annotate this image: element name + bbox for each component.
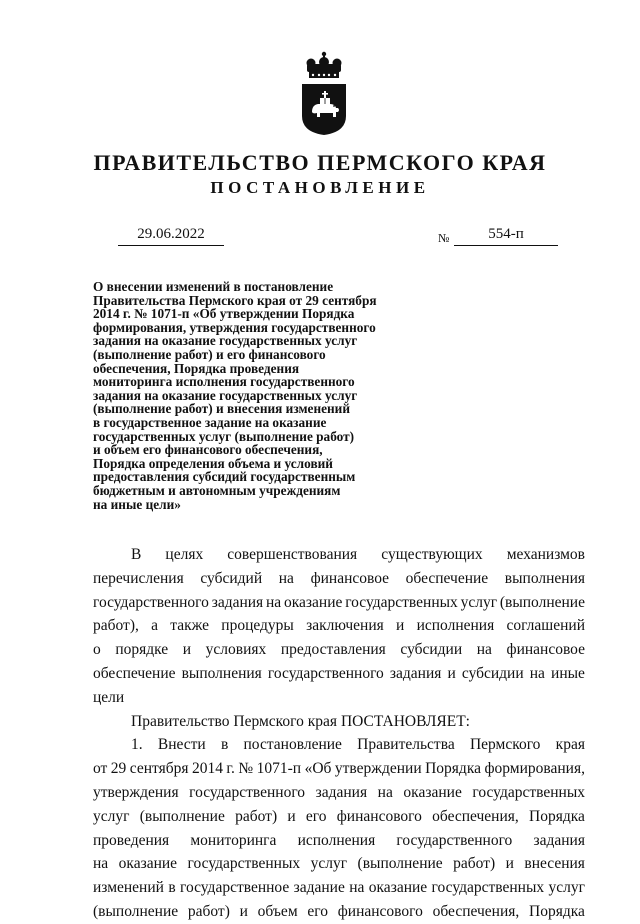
government-name: ПРАВИТЕЛЬСТВО ПЕРМСКОГО КРАЯ: [93, 150, 547, 175]
body-line: на оказание государственных услуг (выполнение работ) и внесения: [93, 855, 585, 873]
document-type: ПОСТАНОВЛЕНИЕ: [210, 178, 430, 197]
heading-line: на иные цели»: [93, 496, 181, 512]
document-heading: [93, 280, 433, 511]
heading-line: задания на оказание государственных услуг: [93, 387, 358, 403]
heading-line: Порядка определения объема и условий: [93, 455, 333, 471]
heading-line: бюджетным и автономным учреждениям: [93, 482, 341, 498]
body-line: от 29 сентября 2014 г. № 1071-п «Об утверждении Порядка формирования,: [93, 760, 585, 778]
body-line: (выполнение работ) и объем его финансового обеспечения, Порядка: [93, 902, 585, 920]
body-line: цели: [93, 688, 125, 706]
body-line: государственного задания на оказание государственных услуг (выполнение: [93, 593, 585, 611]
heading-line: формирования, утверждения государственного: [93, 319, 376, 335]
heading-line: (выполнение работ) и внесения изменений: [93, 401, 350, 417]
heading-line: (выполнение работ) и его финансового: [93, 346, 326, 362]
document-body: [93, 543, 585, 924]
document-date: 29.06.2022: [118, 226, 224, 246]
heading-line: и объем его финансового обеспечения,: [93, 442, 323, 458]
body-line: утверждения государственного задания на оказание государственных: [93, 783, 585, 801]
heading-line: 2014 г. № 1071-п «Об утверждении Порядка: [93, 306, 355, 322]
document-number-prefix: №: [438, 231, 450, 245]
heading-line: мониторинга исполнения государственного: [93, 374, 355, 390]
body-line: изменений в государственное задание на оказание государственных услуг: [93, 879, 585, 897]
body-line: обеспечение выполнения государственного задания и субсидии на иные: [93, 664, 585, 682]
heading-line: О внесении изменений в постановление: [93, 279, 334, 294]
body-line: перечисления субсидий на финансовое обеспечение выполнения: [93, 569, 585, 587]
heading-line: обеспечения, Порядка проведения: [93, 360, 300, 376]
body-line: проведения мониторинга исполнения государственного задания: [93, 831, 585, 849]
heading-line: в государственное задание на оказание: [93, 414, 327, 430]
body-line: услуг (выполнение работ) и его финансового обеспечения, Порядка: [93, 807, 585, 825]
body-line: о порядке и условиях предоставления субсидии на финансовое: [93, 641, 585, 659]
heading-line: Правительства Пермского края от 29 сентября: [93, 292, 377, 308]
body-line: В целях совершенствования существующих механизмов: [131, 546, 585, 563]
document-number: 554-п: [454, 226, 558, 246]
decree-line: Правительство Пермского края ПОСТАНОВЛЯЕТ:: [131, 712, 470, 730]
body-line: 1. Внести в постановление Правительства Пермского края: [131, 736, 585, 754]
body-line: работ), а также процедуры заключения и исполнения соглашений: [93, 617, 585, 635]
perm-krai-coat-of-arms-icon: [298, 50, 350, 136]
heading-line: государственных услуг (выполнение работ): [93, 428, 355, 444]
heading-line: предоставления субсидий государственным: [93, 469, 356, 485]
heading-line: задания на оказание государственных услуг: [93, 333, 358, 349]
